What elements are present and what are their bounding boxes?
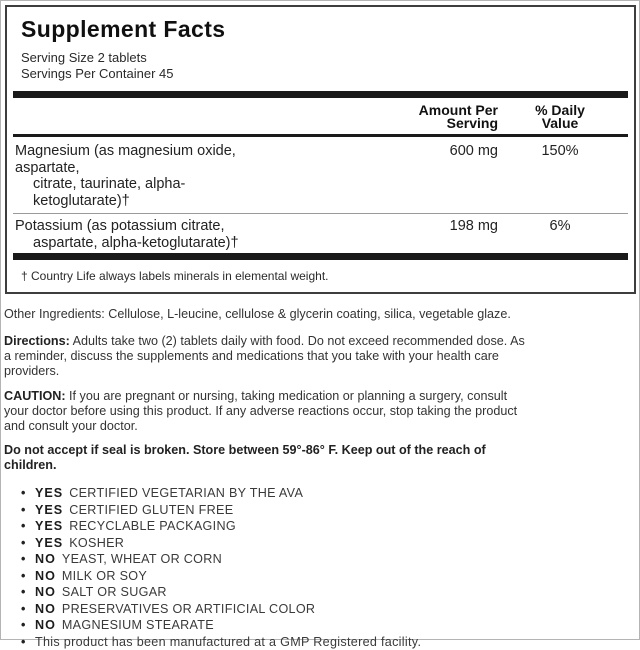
elemental-weight-footnote: † Country Life always labels minerals in elemental weight. [21, 269, 628, 283]
bullet-icon: • [21, 535, 35, 552]
bullet-icon: • [21, 601, 35, 618]
list-item: • NO YEAST, WHEAT OR CORN [4, 551, 637, 568]
nutrient-name-potassium: Potassium (as potassium citrate, aspartate, alpha-ketoglutarate)† [13, 218, 388, 251]
list-item: • NO SALT OR SUGAR [4, 584, 637, 601]
list-item: • NO PRESERVATIVES OR ARTIFICIAL COLOR [4, 601, 637, 618]
list-item: • YES CERTIFIED GLUTEN FREE [4, 502, 637, 519]
bullet-icon: • [21, 502, 35, 519]
directions-paragraph: Directions: Adults take two (2) tablets daily with food. Do not exceed recommended dose. As a reminder, discuss the supplements and medications that you take with your health care providers. [4, 334, 637, 379]
caution-paragraph: CAUTION: If you are pregnant or nursing, taking medication or planning a surgery, consult your doctor before using this product. If any adverse reactions occur, stop taking the product and consult your doctor. [4, 389, 637, 434]
storage-warning-paragraph: Do not accept if seal is broken. Store between 59°-86° F. Keep out of the reach of children. [4, 443, 637, 473]
bullet-icon: • [21, 551, 35, 568]
nutrient-amount-magnesium: 600 mg [388, 143, 498, 209]
nutrient-dv-magnesium: 150% [520, 143, 600, 209]
nutrient-name-magnesium: Magnesium (as magnesium oxide, aspartate, citrate, taurinate, alpha- ketoglutarate)† [13, 143, 388, 209]
list-item: • YES CERTIFIED VEGETARIAN BY THE AVA [4, 485, 637, 502]
table-row [13, 214, 628, 251]
list-item: • NO MILK OR SOY [4, 568, 637, 585]
nutrient-amount-potassium: 198 mg [388, 218, 498, 251]
header-name-spacer [13, 104, 388, 130]
list-item: • YES RECYCLABLE PACKAGING [4, 518, 637, 535]
other-ingredients-paragraph: Other Ingredients: Cellulose, L-leucine, cellulose & glycerin coating, silica, vegetable glaze. [4, 307, 637, 322]
bullet-icon: • [21, 634, 35, 650]
bullet-icon: • [21, 617, 35, 634]
bullet-icon: • [21, 584, 35, 601]
serving-size: Serving Size 2 tablets [21, 50, 628, 66]
table-header [13, 98, 628, 134]
label-text-sections [1, 307, 639, 650]
table-row [13, 137, 628, 209]
panel-title: Supplement Facts [21, 16, 628, 43]
directions-label: Directions: [4, 334, 70, 348]
bullet-icon: • [21, 568, 35, 585]
header-percent-daily-value: % Daily Value [520, 104, 600, 130]
caution-label: CAUTION: [4, 389, 66, 403]
serving-info [21, 50, 628, 82]
divider-bar-top [13, 91, 628, 98]
header-amount-per-serving: Amount Per Serving [388, 104, 498, 130]
product-claims-list [4, 485, 637, 650]
list-item: • NO MAGNESIUM STEARATE [4, 617, 637, 634]
nutrient-dv-potassium: 6% [520, 218, 600, 251]
supplement-facts-panel [5, 5, 636, 294]
servings-per-container: Servings Per Container 45 [21, 66, 628, 82]
bullet-icon: • [21, 518, 35, 535]
divider-bar-bottom [13, 253, 628, 260]
list-item: • YES KOSHER [4, 535, 637, 552]
list-item: • This product has been manufactured at a GMP Registered facility. [4, 634, 637, 650]
bullet-icon: • [21, 485, 35, 502]
